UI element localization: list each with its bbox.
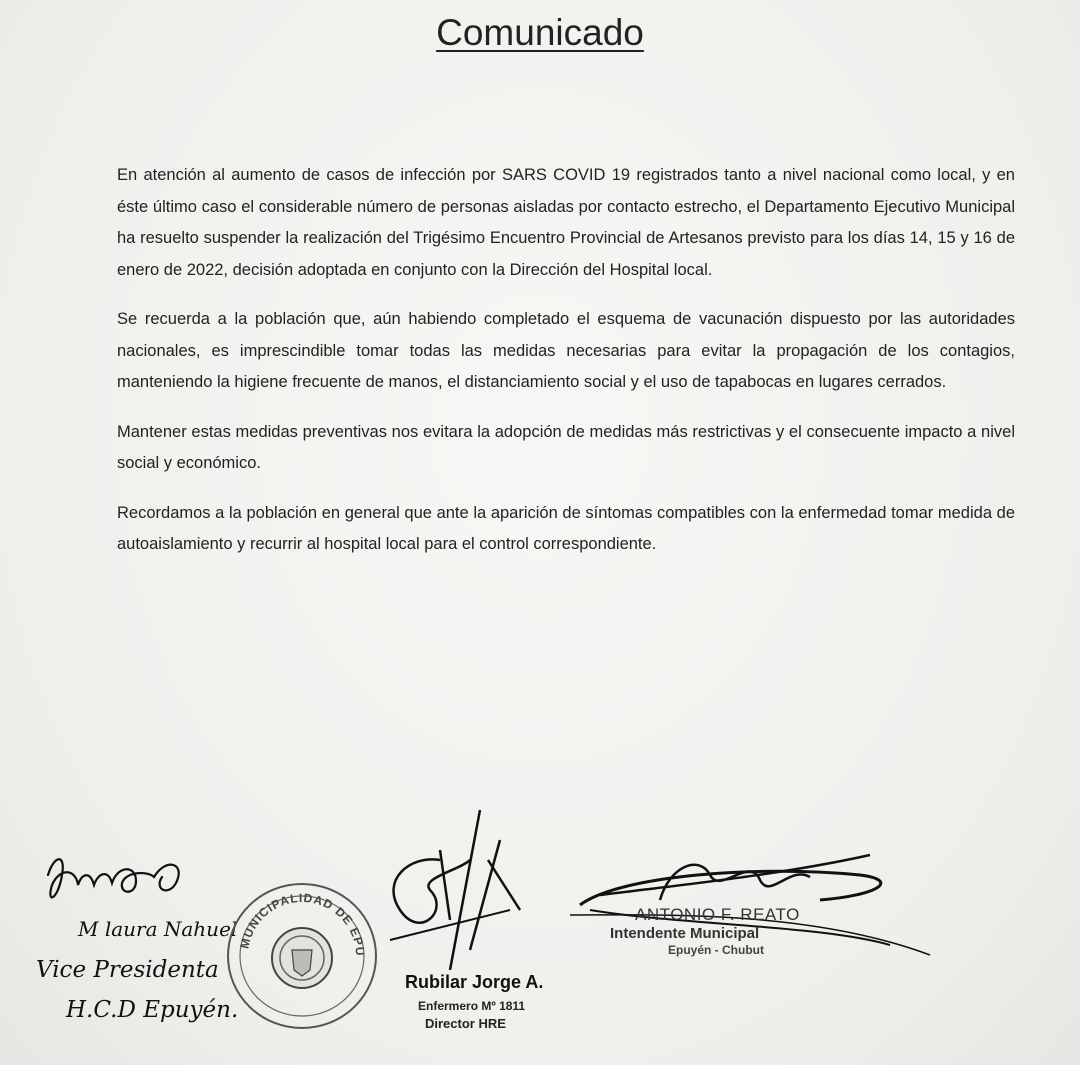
director-line1: Enfermero Mº 1811 [418,999,526,1013]
document-body [117,160,1015,579]
director-line2: Director HRE [425,1016,506,1031]
municipal-seal-icon [222,878,382,1033]
intendente-name: ANTONIO F. REATO [635,905,800,924]
paragraph-2: Se recuerda a la población que, aún habiendo completado el esquema de vacunación dispuesto por las autoridades nacionales, es imprescindible tomar todas las medidas necesarias para evitar la propagación de los contagios, manteniendo la higiene frecuente de manos, el distanciamiento social y el uso de tapabocas en lugares cerrados. [117,310,1015,391]
signature-scribble-icon [36,845,206,915]
director-signature [370,800,580,1045]
vice-president-role: Vice Presidenta [36,957,219,983]
signature-scribble-icon [370,800,570,970]
vice-president-name: M laura Nahuel [78,917,238,941]
municipal-seal [222,878,382,1033]
director-name: Rubilar Jorge A. [405,972,544,992]
vice-president-org: H.C.D Epuyén. [66,997,239,1023]
paragraph-1: En atención al aumento de casos de infección por SARS COVID 19 registrados tanto a nivel nacional como local, y en éste último caso el considerable número de personas aisladas por contacto estrecho, el Departamento Ejecutivo Municipal ha resuelto suspender la realización del Trigésimo Encuentro Provincial de Artesanos previsto para los días 14, 15 y 16 de enero de 2022, decisión adoptada en conjunto con la Dirección del Hospital local. [117,166,1015,279]
seal-text: MUNICIPALIDAD DE EPU [237,890,368,957]
intendente-signature [560,815,940,975]
paragraph-3: Mantener estas medidas preventivas nos evitara la adopción de medidas más restrictivas y el consecuente impacto a nivel social y económico. [117,422,1015,472]
intendente-place: Epuyén - Chubut [668,943,764,957]
paragraph-4: Recordamos a la población en general que ante la aparición de síntomas compatibles con la enfermedad tomar medida de autoaislamiento y recurrir al hospital local para el control correspondiente. [117,503,1015,553]
intendente-role: Intendente Municipal [610,925,760,942]
document-title: Comunicado [436,12,644,53]
